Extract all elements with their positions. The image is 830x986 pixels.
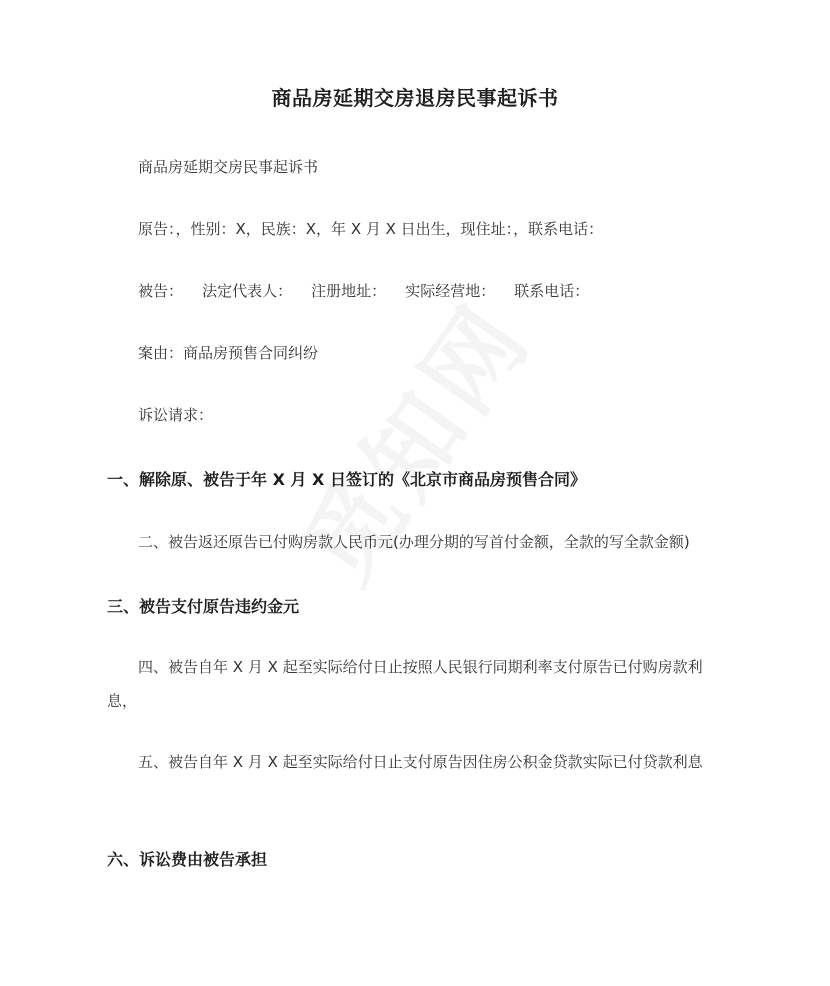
claim-4: 四、被告自年 X 月 X 起至实际给付日止按照人民银行同期利率支付原告已付购房款利息， <box>107 658 703 710</box>
defendant-line: 被告： 法定代表人： 注册地址： 实际经营地： 联系电话： <box>138 282 590 300</box>
claim-3: 三、被告支付原告违约金元 <box>107 597 300 616</box>
document-subtitle: 商品房延期交房民事起诉书 <box>138 158 319 176</box>
claim-5: 五、被告自年 X 月 X 起至实际给付日止支付原告因住房公积金贷款实际已付贷款利息 <box>138 753 703 771</box>
plaintiff-line: 原告：，性别：X，民族：X，年 X 月 X 日出生，现住址：，联系电话： <box>138 220 604 238</box>
claim-6: 六、诉讼费由被告承担 <box>107 850 268 869</box>
claim-1: 一、解除原、被告于年 X 月 X 日签订的《北京市商品房预售合同》 <box>107 470 586 489</box>
claims-label: 诉讼请求： <box>138 406 214 424</box>
claim-2: 二、被告返还原告已付购房款人民币元(办理分期的写首付金额，全款的写全款金额) <box>138 533 690 551</box>
cause-line: 案由：商品房预售合同纠纷 <box>138 344 319 362</box>
document-title: 商品房延期交房退房民事起诉书 <box>271 86 559 110</box>
